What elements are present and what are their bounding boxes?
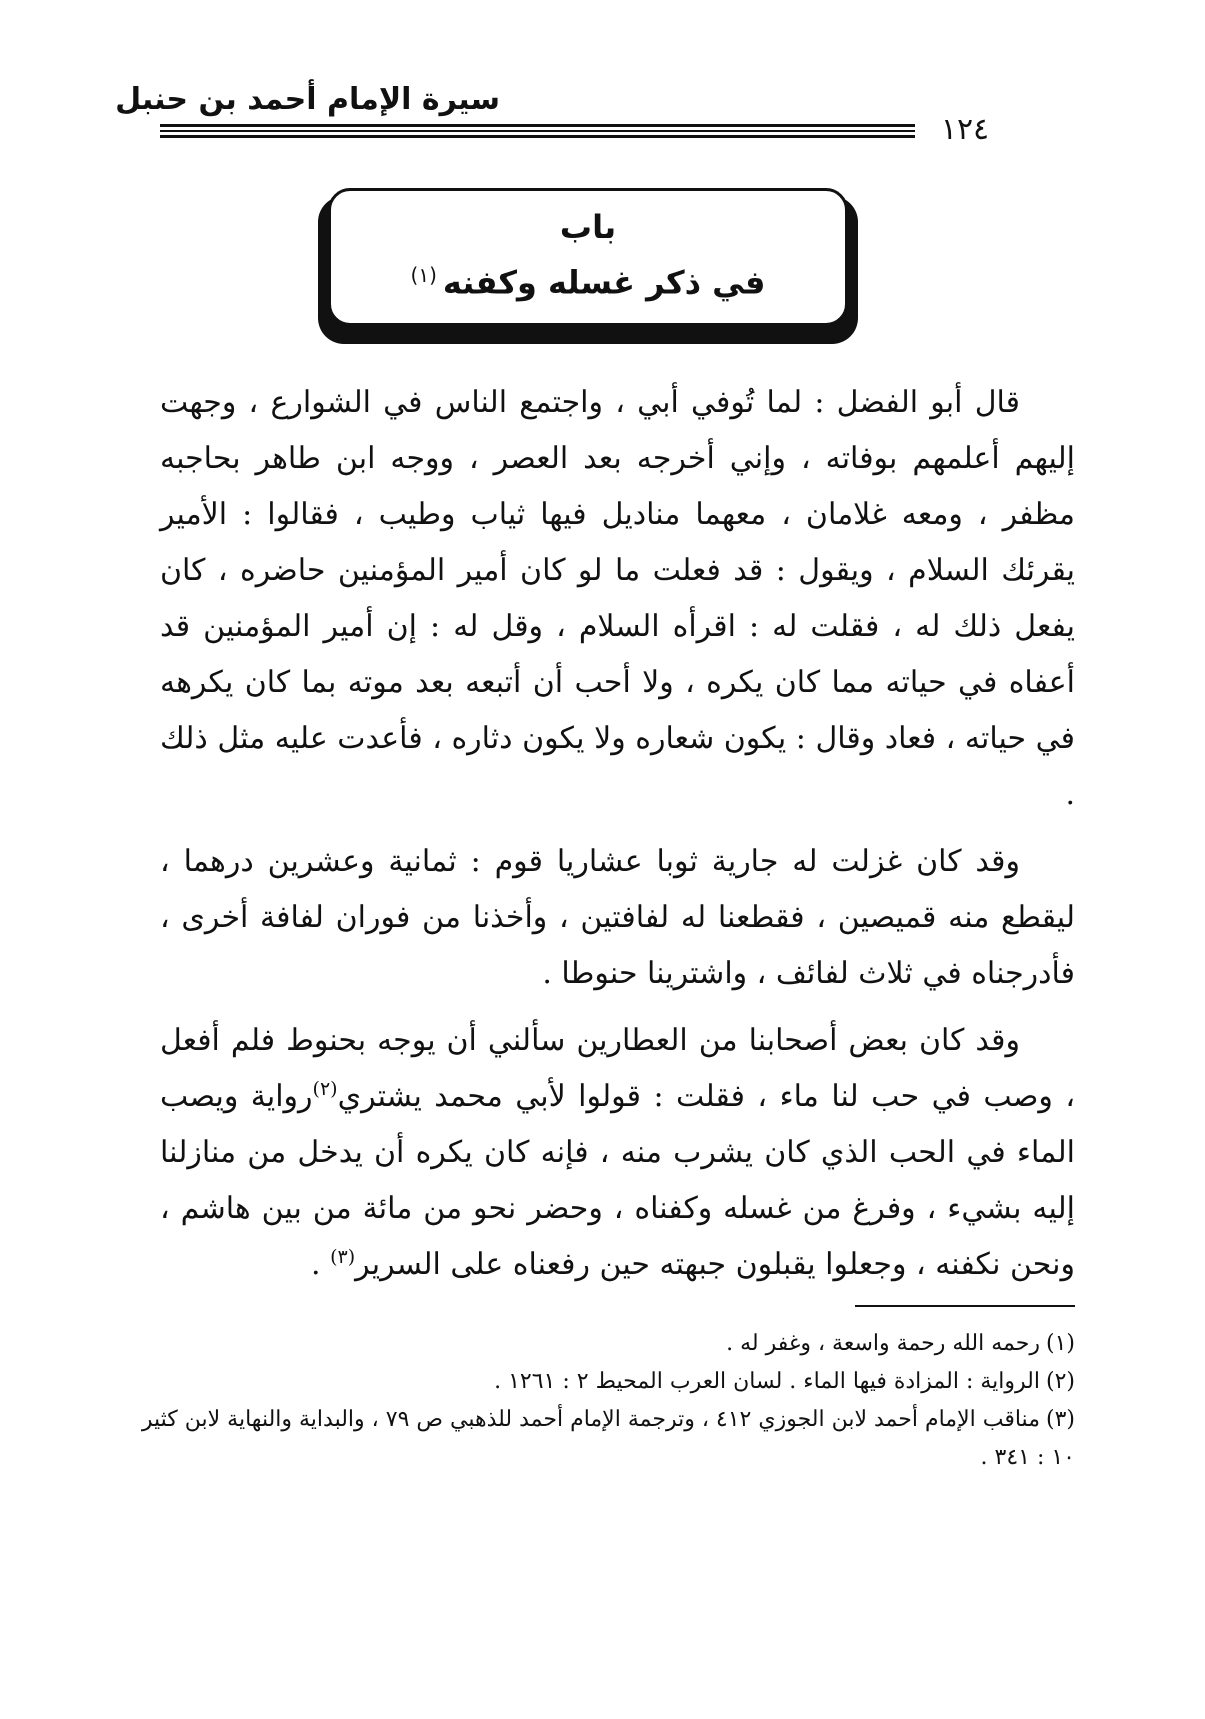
chapter-title [331,253,845,305]
footnote-1 [140,1325,1075,1363]
footnote-2 [140,1363,1075,1401]
header-rule-bottom [160,135,1010,138]
footnote-separator [855,1305,1075,1307]
paragraph-3-part-2: رواية ويصب الماء في الحب الذي كان يشرب منه ، فإنه كان يكره أن يدخل من منازلنا إليه بشيء ، وفرغ من غسله وكفناه ، وحضر نحو من مائة من بين هاشم ، ونحن نكفنه ، وجعلوا يقبلون جبهته حين رفعناه على السرير [160,1079,1075,1282]
footnote-text: رحمه الله رحمة واسعة ، وغفر له . [726,1331,1040,1356]
footnote-number: (٣) [1045,1407,1075,1432]
footnote-number: (٢) [1045,1369,1075,1394]
footnote-3 [140,1401,1075,1477]
running-title: سيرة الإمام أحمد بن حنبل [115,82,500,117]
paragraph-2: وقد كان غزلت له جارية ثوبا عشاريا قوم : ثمانية وعشرين درهما ، ليقطع منه قميصين ، فقطعنا له لفافتين ، وأخذنا من فوران لفافة أخرى ، فأدرجناه في ثلاث لفائف ، واشترينا حنوطا . [160,844,1075,991]
chapter-footnote-ref: (١) [410,263,437,287]
chapter-title-text: في ذكر غسله وكفنه [442,263,766,302]
page-number: ١٢٤ [915,110,1015,150]
footnotes [140,1325,1075,1477]
footnote-ref-3: (٣) [330,1246,356,1268]
paragraph-3 [160,1013,1075,1293]
footnote-ref-2: (٢) [312,1078,338,1100]
footnote-number: (١) [1045,1331,1075,1356]
paragraph-3-end: . [311,1247,331,1282]
header-rule-middle [160,130,1010,132]
paragraph-1: قال أبو الفضل : لما تُوفي أبي ، واجتمع الناس في الشوارع ، وجهت إليهم أعلمهم بوفاته ، وإني أخرجه بعد العصر ، ووجه ابن طاهر بحاجبه مظفر ، ومعه غلامان ، معهما مناديل فيها ثياب وطيب ، فقالوا : الأمير يقرئك السلام ، ويقول : قد فعلت ما لو كان أمير المؤمنين حاضره ، كان يفعل ذلك له ، فقلت له : اقرأه السلام ، وقل له : إن أمير المؤمنين قد أعفاه في حياته مما كان يكره ، ولا أحب أن أتبعه بعد موته بما كان يكرهه في حياته ، فعاد وقال : يكون شعاره ولا يكون دثاره ، فأعدت عليه مثل ذلك . [160,385,1075,812]
body-text [160,375,1075,1304]
footnote-text: الرواية : المزادة فيها الماء . لسان العرب المحيط ٢ : ١٢٦١ . [494,1369,1040,1394]
footnote-text: مناقب الإمام أحمد لابن الجوزي ٤١٢ ، وترجمة الإمام أحمد للذهبي ص ٧٩ ، والبداية والنهاية لابن كثير ١٠ : ٣٤١ . [141,1407,1075,1470]
header-rule-top [160,124,1010,127]
paragraph-3-part-1: وقد كان بعض أصحابنا من العطارين سألني أن يوجه بحنوط فلم أفعل ، وصب في حب لنا ماء ، فقلت : قولوا لأبي محمد يشتري [160,1023,1076,1114]
chapter-label: باب [559,208,617,246]
chapter-title-box [328,188,848,326]
